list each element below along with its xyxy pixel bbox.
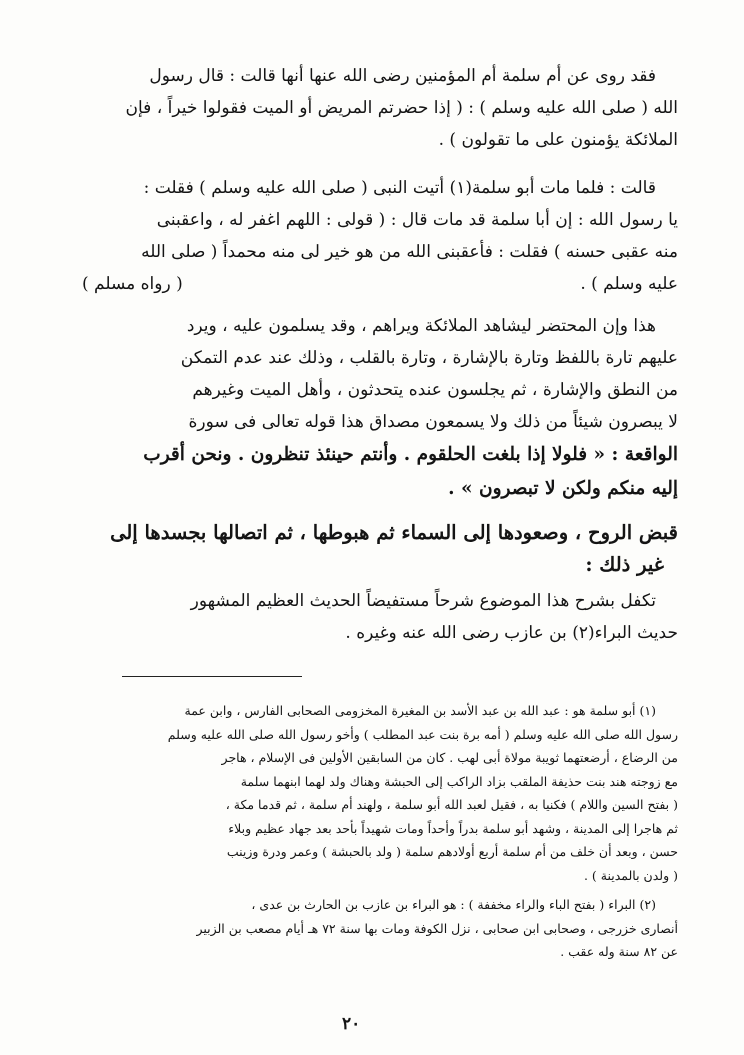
paragraph-line: هذا وإن المحتضر ليشاهد الملائكة ويراهم ، وقد يسلمون عليه ، ويرد <box>186 316 656 336</box>
footnote-line: مع زوجته هند بنت حذيفة الملقب بزاد الراكب إلى الحبشة وهناك ولد لهما ابنهما سلمة <box>240 773 678 789</box>
paragraph-4 <box>68 585 678 649</box>
hadith-citation: ( رواه مسلم ) <box>82 274 183 294</box>
footnote-line: أنصارى خزرجى ، وصحابى ابن صحابى ، نزل الكوفة ومات بها سنة ٧٢ هـ أيام مصعب بن الزبير <box>196 920 678 936</box>
footnotes <box>64 699 678 964</box>
paragraph-line: عليهم تارة باللفظ وتارة بالإشارة ، وتارة بالقلب ، وذلك عند عدم التمكن <box>180 348 678 368</box>
paragraph-line-text: عليه وسلم ) . <box>580 274 678 294</box>
footnote-line: (١) أبو سلمة هو : عبد الله بن عبد الأسد بن المغيرة المخزومى الصحابى الفارس ، وابن عمة <box>184 703 656 718</box>
quran-verse-line: إليه منكم ولكن لا تبصرون » . <box>448 478 678 499</box>
footnote-line: حسن ، وبعد أن خلف من أم سلمة أربع أولادهم سلمة ( ولد بالحبشة ) وعمر ودرة وزينب <box>226 844 678 859</box>
footnote-line: ( ولدن بالمدينة ) . <box>583 867 678 883</box>
paragraph-line: لا يبصرون شيئاً من ذلك ولا يسمعون مصداق هذا قوله تعالى فى سورة <box>188 412 678 432</box>
footnote-line: عن ٨٢ سنة وله عقب . <box>560 944 678 959</box>
heading-line: قبض الروح ، وصعودها إلى السماء ثم هبوطها ، ثم اتصالها بجسدها إلى <box>110 521 678 544</box>
paragraph-line: حديث البراء(٢) بن عازب رضى الله عنه وغيره . <box>345 623 678 643</box>
paragraph-1 <box>68 60 678 156</box>
footnote-line: من الرضاع ، أرضعتهما ثويبة مولاة أبى لهب . كان من السابقين الأولين فى الإسلام ، هاجر <box>221 750 678 765</box>
paragraph-2 <box>68 172 678 300</box>
paragraph-line: فقد روى عن أم سلمة أم المؤمنين رضى الله عنها أنها قالت : قال رسول <box>149 66 656 86</box>
footnote-line: رسول الله صلى الله عليه وسلم ( أمه برة بنت عبد المطلب ) وأخو رسول الله صلى الله عليه وسلم <box>167 726 678 742</box>
footnote-line: (٢) البراء ( بفتح الباء والراء مخففة ) : هو البراء بن عازب بن الحارث بن عدى ، <box>251 897 656 912</box>
paragraph-line: تكفل بشرح هذا الموضوع شرحاً مستفيضاً الحديث العظيم المشهور <box>190 591 656 611</box>
footnote-separator <box>122 676 302 677</box>
paragraph-line: منه عقبى حسنه ) فقلت : فأعقبنى الله من هو خير لى منه محمداً ( صلى الله <box>141 242 678 262</box>
paragraph-line: الله ( صلى الله عليه وسلم ) : ( إذا حضرتم المريض أو الميت فقولوا خيراً ، فإن <box>125 98 678 118</box>
section-heading <box>68 517 678 581</box>
paragraph-line: يا رسول الله : إن أبا سلمة قد مات قال : ( قولى : اللهم اغفر له ، واعقبنى <box>156 210 678 230</box>
quran-verse-line: الواقعة : « فلولا إذا بلغت الحلقوم . وأنتم حينئذ تنظرون . ونحن أقرب <box>143 444 678 465</box>
page-number: ٢٠ <box>342 1014 361 1034</box>
paragraph-line: قالت : فلما مات أبو سلمة(١) أتيت النبى ( صلى الله عليه وسلم ) فقلت : <box>143 178 656 198</box>
footnote-line: ثم هاجرا إلى المدينة ، وشهد أبو سلمة بدراً وأحداً ومات شهيداً بأحد بعد جهاد عظيم وبلاء <box>228 820 678 836</box>
paragraph-line: الملائكة يؤمنون على ما تقولون ) . <box>438 130 678 150</box>
paragraph-3 <box>68 310 678 506</box>
paragraph-line <box>68 268 678 300</box>
paragraph-line: من النطق والإشارة ، ثم يجلسون عنده يتحدثون ، وأهل الميت وغيرهم <box>192 380 678 400</box>
footnote-line: ( بفتح السين واللام ) فكنيا به ، فقيل لعبد الله أبو سلمة ، ولهند أم سلمة ، ثم قدما مكة ، <box>225 797 678 812</box>
heading-line: غير ذلك : <box>585 553 664 576</box>
